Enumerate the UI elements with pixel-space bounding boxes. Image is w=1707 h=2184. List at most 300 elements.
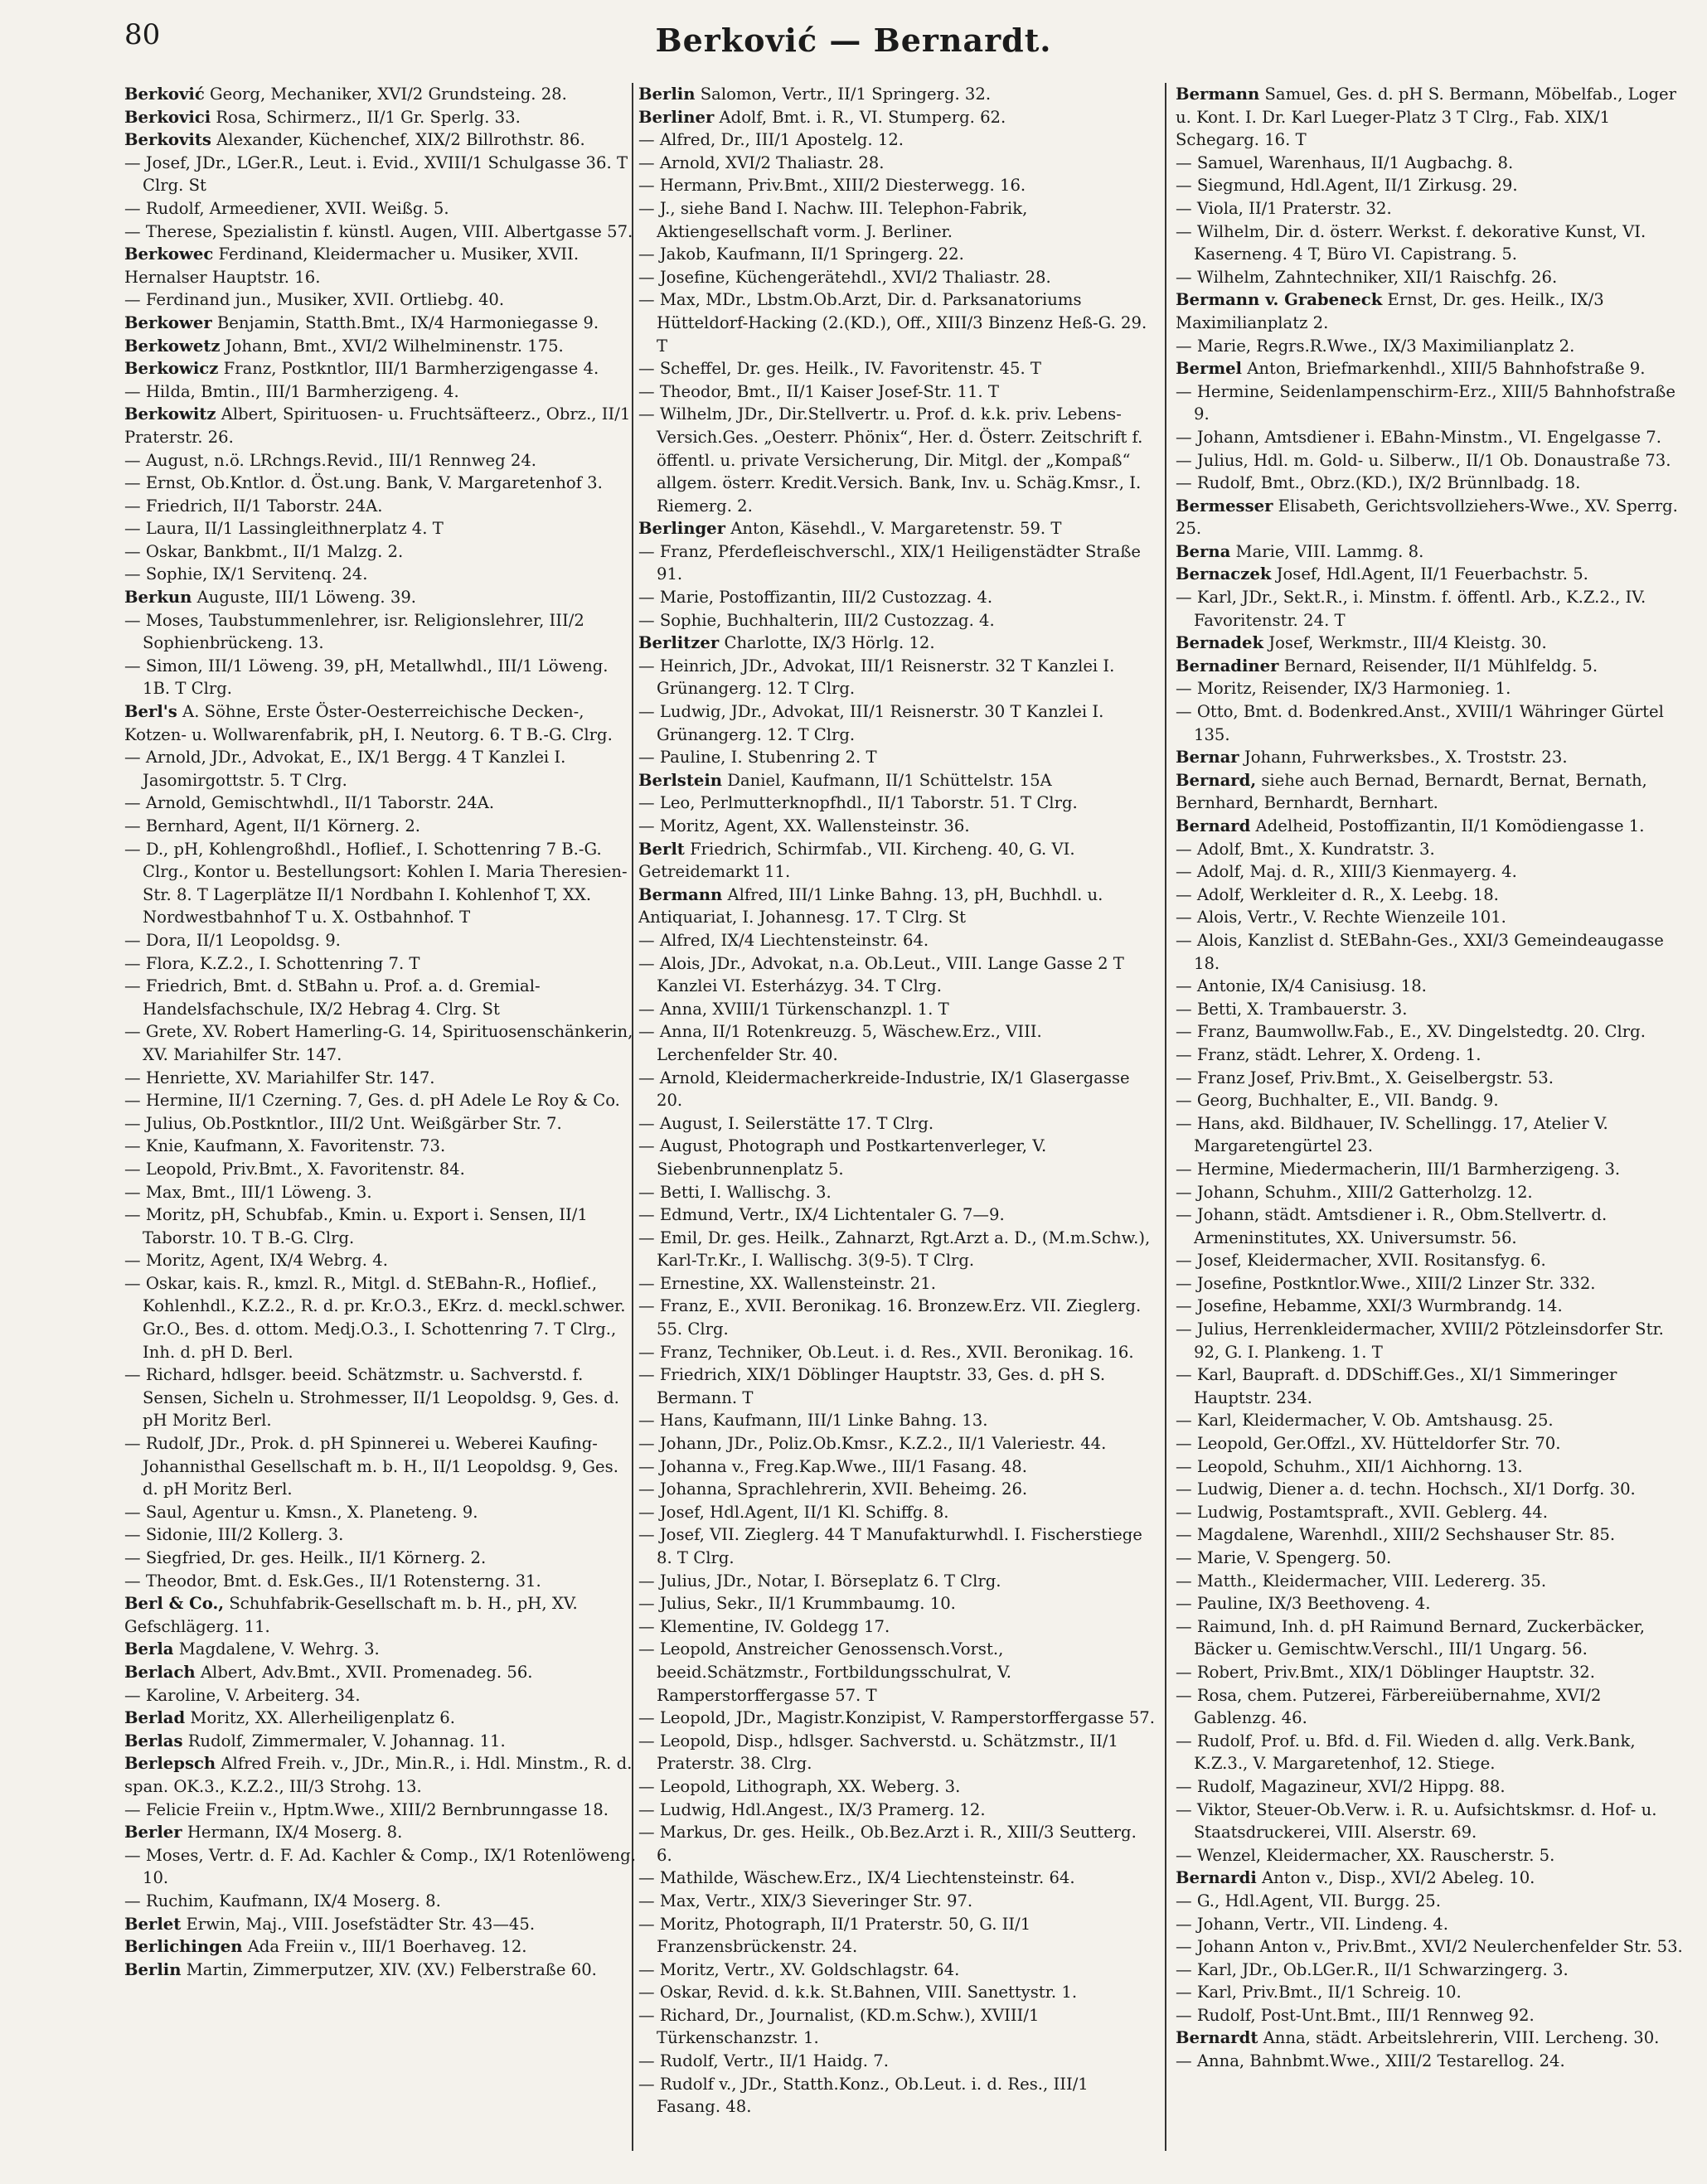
- entry-text: — Leopold, Disp., hdlsger. Sachverstd. u. Schätzmstr., II/1 Praterstr. 38. Clrg.: [638, 1731, 1118, 1774]
- entry-text: — Wilhelm, Zahntechniker, XII/1 Raischfg. 26.: [1176, 267, 1558, 287]
- entry-surname: Berla: [124, 1639, 174, 1659]
- entry-surname: Bermesser: [1176, 496, 1273, 516]
- entry-text: — Friedrich, II/1 Taborstr. 24A.: [124, 496, 383, 516]
- entry-text: — Rudolf, Bmt., Obrz.(KD.), IX/2 Brünnlbadg. 18.: [1176, 473, 1581, 493]
- entry-text: — Johann Anton v., Priv.Bmt., XVI/2 Neulerchenfelder Str. 53.: [1176, 1937, 1683, 1957]
- column-2: [638, 83, 1157, 2167]
- entry-text: — Josefine, Küchengerätehdl., XVI/2 Thaliastr. 28.: [638, 267, 1051, 287]
- directory-entry: [1176, 563, 1688, 586]
- directory-entry: [1176, 2004, 1688, 2027]
- directory-entry: [638, 700, 1157, 746]
- directory-entry: [124, 838, 637, 929]
- entry-text: Benjamin, Statth.Bmt., IX/4 Harmoniegasse 9.: [211, 312, 599, 332]
- entry-surname: Bernadek: [1176, 633, 1264, 653]
- running-head: Berković — Bernardt.: [655, 22, 1052, 59]
- page-number: 80: [124, 18, 161, 51]
- directory-entry: [1176, 1020, 1688, 1044]
- entry-text: — Arnold, Kleidermacherkreide-Industrie, IX/1 Glasergasse 20.: [638, 1068, 1130, 1111]
- entry-text: — Julius, Ob.Postkntlor., III/2 Unt. Weißgärber Str. 7.: [124, 1113, 562, 1133]
- directory-entry: [638, 1707, 1157, 1730]
- directory-entry: [124, 952, 637, 976]
- entry-text: — Georg, Buchhalter, E., VII. Bandg. 9.: [1176, 1091, 1499, 1111]
- entry-text: — Marie, Postoffizantin, III/2 Custozzag. 4.: [638, 588, 993, 608]
- entry-text: — Johann, Amtsdiener i. EBahn-Minstm., VI. Engelgasse 7.: [1176, 427, 1661, 447]
- directory-entry: [1176, 838, 1688, 861]
- directory-entry: [124, 1959, 637, 1982]
- directory-entry: [124, 815, 637, 838]
- directory-entry: [124, 700, 637, 746]
- entry-text: — Josefine, Hebamme, XXI/3 Wurmbrandg. 14.: [1176, 1296, 1563, 1316]
- directory-entry: [1176, 540, 1688, 564]
- entry-text: — Karl, Kleidermacher, V. Ob. Amtshausg. 25.: [1176, 1411, 1554, 1431]
- entry-text: — Henriette, XV. Mariahilfer Str. 147.: [124, 1068, 435, 1087]
- entry-surname: Bermel: [1176, 359, 1242, 379]
- entry-text: — Mathilde, Wäschew.Erz., IX/4 Liechtensteinstr. 64.: [638, 1868, 1075, 1888]
- directory-entry: [1176, 1730, 1688, 1775]
- entry-text: — Ruchim, Kaufmann, IX/4 Moserg. 8.: [124, 1891, 441, 1910]
- entry-text: Friedrich, Schirmfab., VII. Kircheng. 40, G. VI. Getreidemarkt 11.: [638, 839, 1075, 882]
- directory-entry: [1176, 1844, 1688, 1867]
- directory-entry: [124, 1158, 637, 1181]
- directory-entry: [124, 540, 637, 564]
- directory-entry: [638, 815, 1157, 838]
- entry-text: — Viktor, Steuer-Ob.Verw. i. R. u. Aufsichtskmsr. d. Hof- u. Staatsdruckerei, VIII. Alserstr. 69.: [1176, 1799, 1657, 1843]
- entry-text: — Rudolf v., JDr., Statth.Konz., Ob.Leut. i. d. Res., III/1 Fasang. 48.: [638, 2074, 1089, 2117]
- directory-entry: [1176, 152, 1688, 175]
- directory-entry: [638, 1821, 1157, 1867]
- directory-entry: [124, 1638, 637, 1661]
- entry-surname: Berkowec: [124, 245, 214, 264]
- directory-entry: [1176, 998, 1688, 1021]
- entry-text: — Arnold, XVI/2 Thaliastr. 28.: [638, 153, 885, 172]
- entry-surname: Berl & Co.,: [124, 1594, 225, 1614]
- directory-entry: [1176, 1067, 1688, 1090]
- entry-surname: Berlstein: [638, 770, 723, 790]
- directory-entry: [124, 586, 637, 609]
- entry-text: Johann, Bmt., XVI/2 Wilhelminenstr. 175.: [220, 336, 564, 356]
- entry-text: — Moses, Taubstummenlehrer, isr. Religionslehrer, III/2 Sophienbrückeng. 13.: [124, 610, 584, 653]
- directory-entry: [638, 1409, 1157, 1432]
- entry-text: — Saul, Agentur u. Kmsn., X. Planeteng. 9.: [124, 1502, 478, 1522]
- directory-entry: [638, 1799, 1157, 1822]
- entry-text: Moritz, XX. Allerheiligenplatz 6.: [185, 1708, 455, 1728]
- directory-entry: [638, 174, 1157, 197]
- entry-text: — Alois, JDr., Advokat, n.a. Ob.Leut., VIII. Lange Gasse 2 T Kanzlei VI. Esterházyg. 34. T Clrg.: [638, 953, 1124, 996]
- directory-entry: [638, 632, 1157, 655]
- entry-text: — Johanna v., Freg.Kap.Wwe., III/1 Fasang. 48.: [638, 1456, 1027, 1476]
- directory-entry: [1176, 83, 1688, 152]
- directory-entry: [124, 449, 637, 472]
- entry-text: — Friedrich, XIX/1 Döblinger Hauptstr. 33, Ges. d. pH S. Bermann. T: [638, 1365, 1106, 1407]
- directory-entry: [638, 929, 1157, 952]
- directory-entry: [638, 1295, 1157, 1340]
- entry-text: Ferdinand, Kleidermacher u. Musiker, XVII. Hernalser Hauptstr. 16.: [124, 245, 580, 287]
- directory-entry: [638, 152, 1157, 175]
- entry-text: — D., pH, Kohlengroßhdl., Hoflief., I. Schottenring 7 B.-G. Clrg., Kontor u. Bestellungsort: Kohlen I. Maria Theresien-Str. 8. T Lagerplätze II/1 Nordbahn I. Kohlenhof T, XX. Nordwestbahnhof T u. X. Ostbahnhof. T: [124, 839, 628, 927]
- directory-entry: [638, 1775, 1157, 1799]
- directory-entry: [638, 1067, 1157, 1112]
- entry-text: — Leopold, Schuhm., XII/1 Aichhorng. 13.: [1176, 1456, 1523, 1476]
- directory-entry: [124, 1363, 637, 1432]
- entry-text: — August, n.ö. LRchngs.Revid., III/1 Rennweg 24.: [124, 450, 537, 470]
- directory-entry: [1176, 1547, 1688, 1570]
- entry-surname: Berlad: [124, 1708, 186, 1728]
- directory-entry: [638, 586, 1157, 609]
- entry-text: Anton v., Disp., XVI/2 Abeleg. 10.: [1256, 1868, 1535, 1888]
- entry-text: — Viola, II/1 Praterstr. 32.: [1176, 198, 1392, 218]
- entry-text: — Anna, Bahnbmt.Wwe., XIII/2 Testarellog. 24.: [1176, 2051, 1565, 2071]
- entry-text: — Klementine, IV. Goldegg 17.: [638, 1616, 890, 1636]
- entry-text: — Hilda, Bmtin., III/1 Barmherzigeng. 4.: [124, 381, 459, 401]
- entry-surname: Berler: [124, 1823, 182, 1843]
- directory-entry: [638, 1981, 1157, 2004]
- entry-surname: Berlet: [124, 1914, 182, 1934]
- column-3: [1176, 83, 1688, 2167]
- entry-text: — Laura, II/1 Lassingleithnerplatz 4. T: [124, 519, 444, 539]
- directory-entry: [1176, 1272, 1688, 1295]
- directory-entry: [124, 128, 637, 152]
- directory-entry: [1176, 1089, 1688, 1112]
- directory-entry: [1176, 472, 1688, 495]
- directory-entry: [124, 1844, 637, 1890]
- entry-text: — Ernst, Ob.Kntlor. d. Öst.ung. Bank, V. Margaretenhof 3.: [124, 473, 603, 493]
- entry-text: A. Söhne, Erste Öster-Oesterreichische Decken-, Kotzen- u. Wollwarenfabrik, pH, I. Neutorg. 6. T B.-G. Clrg.: [124, 702, 613, 744]
- entry-text: — Ferdinand jun., Musiker, XVII. Ortliebg. 40.: [124, 290, 505, 310]
- entry-text: Erwin, Maj., VIII. Josefstädter Str. 43—45.: [181, 1914, 536, 1934]
- directory-entry: [638, 1523, 1157, 1569]
- directory-entry: [1176, 1478, 1688, 1501]
- entry-text: — Pauline, I. Stubenring 2. T: [638, 748, 877, 768]
- directory-entry: [124, 609, 637, 655]
- directory-entry: [1176, 357, 1688, 380]
- entry-surname: Berlach: [124, 1662, 196, 1682]
- entry-text: — Marie, V. Spengerg. 50.: [1176, 1548, 1392, 1567]
- entry-surname: Berlin: [638, 85, 696, 104]
- entry-text: — Ludwig, JDr., Advokat, III/1 Reisnerstr. 30 T Kanzlei I. Grünangerg. 12. T Clrg.: [638, 702, 1104, 744]
- directory-entry: [124, 1547, 637, 1570]
- entry-text: — August, Photograph und Postkartenverleger, V. Siebenbrunnenplatz 5.: [638, 1136, 1047, 1179]
- directory-entry: [1176, 746, 1688, 769]
- directory-entry: [638, 1730, 1157, 1775]
- entry-text: — Siegfried, Dr. ges. Heilk., II/1 Körnerg. 2.: [124, 1548, 487, 1567]
- directory-entry: [1176, 884, 1688, 907]
- directory-entry: [1176, 426, 1688, 449]
- directory-entry: [1176, 1249, 1688, 1272]
- directory-entry: [124, 312, 637, 335]
- entry-text: Anton, Käsehdl., V. Margaretenstr. 59. T: [725, 519, 1062, 539]
- entry-text: Magdalene, V. Wehrg. 3.: [173, 1639, 380, 1659]
- directory-entry: [124, 1592, 637, 1638]
- entry-text: — Johanna, Sprachlehrerin, XVII. Beheimg. 26.: [638, 1479, 1028, 1499]
- directory-entry: [1176, 1981, 1688, 2004]
- directory-entry: [1176, 1295, 1688, 1318]
- entry-surname: Bernardi: [1176, 1868, 1257, 1888]
- entry-text: — Dora, II/1 Leopoldsg. 9.: [124, 930, 341, 950]
- entry-text: Elisabeth, Gerichtsvollziehers-Wwe., XV. Sperrg. 25.: [1176, 496, 1678, 539]
- directory-entry: [638, 2004, 1157, 2050]
- entry-text: — Oskar, Revid. d. k.k. St.Bahnen, VIII. Sanettystr. 1.: [638, 1983, 1078, 2002]
- entry-text: Martin, Zimmerputzer, XIV. (XV.) Felberstraße 60.: [181, 1959, 597, 1979]
- entry-text: Rudolf, Zimmermaler, V. Johannag. 11.: [182, 1731, 506, 1751]
- entry-surname: Bernaczek: [1176, 564, 1272, 584]
- entry-text: — Karoline, V. Arbeiterg. 34.: [124, 1685, 361, 1705]
- entry-text: — Moritz, Agent, XX. Wallensteinstr. 36.: [638, 816, 970, 835]
- entry-text: — Jakob, Kaufmann, II/1 Springerg. 22.: [638, 245, 964, 264]
- directory-entry: [124, 792, 637, 815]
- entry-surname: Berkowetz: [124, 336, 221, 356]
- entry-text: — Anna, II/1 Rotenkreuzg. 5, Wäschew.Erz., VIII. Lerchenfelder Str. 40.: [638, 1022, 1042, 1064]
- entry-surname: Bermann: [638, 884, 723, 904]
- directory-entry: [638, 1890, 1157, 1913]
- directory-entry: [124, 1821, 637, 1844]
- directory-entry: [1176, 586, 1688, 632]
- entry-text: — Arnold, Gemischtwhdl., II/1 Taborstr. 24A.: [124, 793, 495, 813]
- entry-text: — Ernestine, XX. Wallensteinstr. 21.: [638, 1273, 936, 1293]
- directory-entry: [124, 1112, 637, 1136]
- directory-entry: [638, 83, 1157, 106]
- directory-entry: [124, 152, 637, 197]
- directory-entry: [1176, 632, 1688, 655]
- directory-entry: [1176, 220, 1688, 266]
- entry-text: — Sophie, Buchhalterin, III/2 Custozzag. 4.: [638, 610, 995, 630]
- entry-text: Anna, städt. Arbeitslehrerin, VIII. Lercheng. 30.: [1258, 2028, 1660, 2048]
- entry-surname: Berlepsch: [124, 1754, 216, 1774]
- entry-surname: Berlin: [124, 1959, 182, 1979]
- directory-entry: [124, 1661, 637, 1684]
- directory-entry: [638, 1135, 1157, 1180]
- directory-entry: [124, 1752, 637, 1798]
- directory-entry: [124, 1913, 637, 1936]
- entry-text: siehe auch Bernad, Bernardt, Bernat, Bernath, Bernhard, Bernhardt, Bernhart.: [1176, 770, 1647, 813]
- directory-entry: [638, 1455, 1157, 1479]
- entry-text: — Franz, Baumwollw.Fab., E., XV. Dingelstedtg. 20. Clrg.: [1176, 1022, 1646, 1042]
- entry-text: — Hermann, Priv.Bmt., XIII/2 Diesterwegg. 16.: [638, 176, 1026, 196]
- column-divider: [1165, 83, 1166, 2151]
- entry-text: — Wilhelm, Dir. d. österr. Werkst. f. dekorative Kunst, VI. Kaserneng. 4 T, Büro VI. Capistrang. 5.: [1176, 221, 1646, 264]
- directory-entry: [638, 403, 1157, 517]
- directory-entry: [1176, 1158, 1688, 1181]
- entry-text: — Karl, JDr., Ob.LGer.R., II/1 Schwarzingerg. 3.: [1176, 1959, 1569, 1979]
- directory-entry: [638, 609, 1157, 632]
- entry-text: — Rudolf, Armeediener, XVII. Weißg. 5.: [124, 198, 449, 218]
- entry-text: — Moses, Vertr. d. F. Ad. Kachler & Comp., IX/1 Rotenlöweng. 10.: [124, 1845, 636, 1888]
- directory-entry: [124, 1272, 637, 1363]
- directory-entry: [1176, 1432, 1688, 1455]
- entry-text: — Moritz, Agent, IX/4 Webrg. 4.: [124, 1251, 388, 1271]
- directory-entry: [638, 1592, 1157, 1615]
- entry-text: — Theodor, Bmt., II/1 Kaiser Josef-Str. 11. T: [638, 381, 999, 401]
- directory-entry: [638, 357, 1157, 380]
- entry-text: — Leopold, JDr., Magistr.Konzipist, V. Ramperstorffergasse 57.: [638, 1708, 1155, 1728]
- entry-surname: Bernadiner: [1176, 656, 1279, 676]
- entry-surname: Berlitzer: [638, 633, 720, 653]
- directory-entry: [124, 1570, 637, 1593]
- entry-text: — Richard, Dr., Journalist, (KD.m.Schw.), XVIII/1 Türkenschanzstr. 1.: [638, 2005, 1040, 2048]
- directory-entry: [1176, 1890, 1688, 1913]
- entry-text: Georg, Mechaniker, XVI/2 Grundsteing. 28.: [204, 85, 567, 104]
- entry-text: — Moritz, Reisender, IX/3 Harmonieg. 1.: [1176, 679, 1511, 699]
- directory-entry: [124, 335, 637, 358]
- directory-entry: [638, 952, 1157, 998]
- directory-entry: [638, 769, 1157, 792]
- directory-entry: [638, 266, 1157, 289]
- entry-text: — Leopold, Lithograph, XX. Weberg. 3.: [638, 1776, 961, 1796]
- entry-surname: Bernardt: [1176, 2028, 1258, 2048]
- entry-text: Johann, Fuhrwerksbes., X. Troststr. 23.: [1239, 748, 1568, 768]
- directory-entry: [1176, 1203, 1688, 1249]
- entry-surname: Berlt: [638, 839, 685, 859]
- entry-text: Josef, Hdl.Agent, II/1 Feuerbachstr. 5.: [1271, 564, 1588, 584]
- directory-entry: [124, 1523, 637, 1547]
- entry-text: — Franz, E., XVII. Beronikag. 16. Bronzew.Erz. VII. Zieglerg. 55. Clrg.: [638, 1296, 1142, 1339]
- directory-entry: [1176, 975, 1688, 998]
- directory-entry: [1176, 1112, 1688, 1158]
- directory-entry: [124, 1935, 637, 1959]
- entry-text: — Magdalene, Warenhdl., XIII/2 Sechshauser Str. 85.: [1176, 1525, 1616, 1545]
- entry-text: Josef, Werkmstr., III/4 Kleistg. 30.: [1263, 633, 1547, 653]
- entry-text: — J., siehe Band I. Nachw. III. Telephon-Fabrik, Aktiengesellschaft vorm. J. Berliner.: [638, 198, 1028, 241]
- directory-entry: [1176, 769, 1688, 815]
- directory-entry: [124, 83, 637, 106]
- entry-text: — Theodor, Bmt. d. Esk.Ges., II/1 Rotensterng. 31.: [124, 1571, 541, 1591]
- entry-text: — Bernhard, Agent, II/1 Körnerg. 2.: [124, 816, 421, 835]
- directory-entry: [124, 1890, 637, 1913]
- entry-text: — Julius, JDr., Notar, I. Börseplatz 6. T Clrg.: [638, 1571, 1001, 1591]
- directory-entry: [124, 1067, 637, 1090]
- entry-text: — Marie, Regrs.R.Wwe., IX/3 Maximilianplatz 2.: [1176, 336, 1575, 356]
- directory-entry: [1176, 929, 1688, 975]
- directory-entry: [1176, 860, 1688, 884]
- entry-text: — Johann, Vertr., VII. Lindeng. 4.: [1176, 1914, 1448, 1934]
- entry-text: — Ludwig, Diener a. d. techn. Hochsch., XI/1 Dorfg. 30.: [1176, 1479, 1636, 1499]
- entry-surname: Bermann: [1176, 85, 1260, 104]
- directory-entry: [124, 106, 637, 129]
- entry-text: Alexander, Küchenchef, XIX/2 Billrothstr. 86.: [211, 130, 585, 150]
- entry-text: — Alfred, Dr., III/1 Apostelg. 12.: [638, 130, 904, 150]
- entry-surname: Berkovits: [124, 130, 211, 150]
- entry-text: Rosa, Schirmerz., II/1 Gr. Sperlg. 33.: [211, 107, 521, 127]
- directory-entry: [124, 929, 637, 952]
- entry-text: Albert, Adv.Bmt., XVII. Promenadeg. 56.: [195, 1662, 533, 1682]
- entry-text: — Leopold, Priv.Bmt., X. Favoritenstr. 84.: [124, 1159, 465, 1179]
- entry-text: — Oskar, kais. R., kmzl. R., Mitgl. d. StEBahn-R., Hoflief., Kohlenhdl., K.Z.2., R. d. pr. Kr.O.3., EKrz. d. meckl.schwer. Gr.O., Bes. d. ottom. Medj.O.3., I. Schottenring 7. T Clrg., Inh. d. pH D. Berl.: [124, 1273, 626, 1362]
- entry-text: Schuhfabrik-Gesellschaft m. b. H., pH, XV. Gefschlägerg. 11.: [124, 1594, 578, 1636]
- entry-text: — Wenzel, Kleidermacher, XX. Rauscherstr. 5.: [1176, 1845, 1555, 1865]
- entry-text: Charlotte, IX/3 Hörlg. 12.: [719, 633, 935, 653]
- entry-text: — Heinrich, JDr., Advokat, III/1 Reisnerstr. 32 T Kanzlei I. Grünangerg. 12. T Clrg.: [638, 656, 1115, 699]
- entry-text: — Adolf, Bmt., X. Kundratstr. 3.: [1176, 839, 1435, 859]
- directory-entry: [638, 1615, 1157, 1639]
- directory-entry: [1176, 700, 1688, 746]
- entry-text: — Oskar, Bankbmt., II/1 Malzg. 2.: [124, 541, 404, 561]
- entry-text: Franz, Postkntlor, III/1 Barmherzigengasse 4.: [218, 359, 599, 379]
- entry-text: Albert, Spirituosen- u. Fruchtsäfteerz., Obrz., II/1 Praterstr. 26.: [124, 404, 631, 447]
- entry-text: — Rudolf, Vertr., II/1 Haidg. 7.: [638, 2051, 889, 2071]
- entry-text: — Josefine, Postkntlor.Wwe., XIII/2 Linzer Str. 332.: [1176, 1273, 1596, 1293]
- directory-entry: [638, 1227, 1157, 1272]
- column-1: [124, 83, 637, 2167]
- entry-text: — Max, Bmt., III/1 Löweng. 3.: [124, 1182, 372, 1202]
- directory-entry: [638, 243, 1157, 266]
- entry-text: Ernst, Dr. ges. Heilk., IX/3 Maximilianplatz 2.: [1176, 290, 1604, 332]
- directory-entry: [638, 1867, 1157, 1890]
- directory-entry: [638, 517, 1157, 540]
- entry-text: — Karl, Priv.Bmt., II/1 Schreig. 10.: [1176, 1983, 1462, 2002]
- entry-text: Auguste, III/1 Löweng. 39.: [192, 588, 417, 608]
- directory-entry: [124, 1707, 637, 1730]
- directory-entry: [124, 975, 637, 1020]
- directory-entry: [638, 1570, 1157, 1593]
- entry-text: — Julius, Sekr., II/1 Krummbaumg. 10.: [638, 1594, 956, 1614]
- entry-text: — Samuel, Warenhaus, II/1 Augbachg. 8.: [1176, 153, 1514, 172]
- entry-text: Ada Freiin v., III/1 Boerhaveg. 12.: [242, 1937, 527, 1957]
- directory-entry: [638, 2073, 1157, 2119]
- entry-surname: Berkun: [124, 588, 192, 608]
- entry-surname: Berlinger: [638, 519, 725, 539]
- directory-entry: [638, 746, 1157, 769]
- directory-entry: [124, 1020, 637, 1066]
- entry-text: — Max, MDr., Lbstm.Ob.Arzt, Dir. d. Parksanatoriums Hütteldorf-Hacking (2.(KD.), Off., XIII/3 Binzenz Heß-G. 29. T: [638, 290, 1147, 356]
- directory-entry: [638, 1638, 1157, 1707]
- entry-text: — Betti, X. Trambauerstr. 3.: [1176, 999, 1408, 1019]
- directory-entry: [638, 1272, 1157, 1295]
- entry-text: — Scheffel, Dr. ges. Heilk., IV. Favoritenstr. 45. T: [638, 359, 1041, 379]
- directory-entry: [124, 517, 637, 540]
- directory-entry: [638, 838, 1157, 884]
- directory-entry: [638, 1341, 1157, 1364]
- directory-entry: [1176, 1935, 1688, 1959]
- directory-entry: [1176, 1867, 1688, 1890]
- directory-entry: [1176, 1615, 1688, 1661]
- entry-text: — Hermine, Miedermacherin, III/1 Barmherzigeng. 3.: [1176, 1159, 1621, 1179]
- entry-text: — Hans, Kaufmann, III/1 Linke Bahng. 13.: [638, 1411, 988, 1431]
- entry-text: — Robert, Priv.Bmt., XIX/1 Döblinger Hauptstr. 32.: [1176, 1662, 1595, 1682]
- entry-text: — Josef, VII. Zieglerg. 44 T Manufakturwhdl. I. Fischerstiege 8. T Clrg.: [638, 1525, 1142, 1567]
- directory-entry: [638, 197, 1157, 243]
- entry-text: Salomon, Vertr., II/1 Springerg. 32.: [695, 85, 992, 104]
- entry-text: — Alois, Kanzlist d. StEBahn-Ges., XXI/3 Gemeindeaugasse 18.: [1176, 930, 1664, 973]
- entry-text: — Therese, Spezialistin f. künstl. Augen, VIII. Albertgasse 57.: [124, 221, 633, 241]
- directory-entry: [124, 495, 637, 518]
- directory-entry: [124, 1089, 637, 1112]
- directory-entry: [124, 380, 637, 404]
- directory-entry: [124, 1135, 637, 1158]
- entry-text: — Leopold, Anstreicher Genossensch.Vorst., beeid.Schätzmstr., Fortbildungsschulrat, V. Ramperstorffergasse 57. T: [638, 1639, 1011, 1705]
- directory-entry: [1176, 1363, 1688, 1409]
- directory-entry: [638, 1432, 1157, 1455]
- entry-surname: Berkower: [124, 312, 212, 332]
- entry-text: Alfred Freih. v., JDr., Min.R., i. Hdl. Minstm., R. d. span. OK.3., K.Z.2., III/3 Strohg. 13.: [124, 1754, 633, 1796]
- entry-text: — Rudolf, Post-Unt.Bmt., III/1 Rennweg 92.: [1176, 2005, 1535, 2025]
- directory-entry: [1176, 2050, 1688, 2073]
- entry-text: Hermann, IX/4 Moserg. 8.: [182, 1823, 403, 1843]
- entry-text: Daniel, Kaufmann, II/1 Schüttelstr. 15A: [722, 770, 1052, 790]
- directory-entry: [638, 1112, 1157, 1136]
- entry-text: — Rudolf, JDr., Prok. d. pH Spinnerei u. Weberei Kaufing-Johannisthal Gesellschaft m. b. H., II/1 Leopoldsg. 9, Ges. d. pH Moritz Berl.: [124, 1434, 618, 1499]
- directory-entry: [1176, 1592, 1688, 1615]
- directory-entry: [1176, 655, 1688, 678]
- entry-surname: Berl's: [124, 702, 177, 722]
- entry-text: Adelheid, Postoffizantin, II/1 Komödiengasse 1.: [1250, 816, 1645, 835]
- directory-entry: [638, 1501, 1157, 1524]
- directory-entry: [1176, 495, 1688, 540]
- directory-entry: [638, 1913, 1157, 1959]
- directory-entry: [1176, 1661, 1688, 1684]
- directory-entry: [124, 357, 637, 380]
- entry-surname: Berkowicz: [124, 359, 219, 379]
- entry-text: — Moritz, Vertr., XV. Goldschlagstr. 64.: [638, 1959, 960, 1979]
- entry-text: — Leo, Perlmutterknopfhdl., II/1 Taborstr. 51. T Clrg.: [638, 793, 1078, 813]
